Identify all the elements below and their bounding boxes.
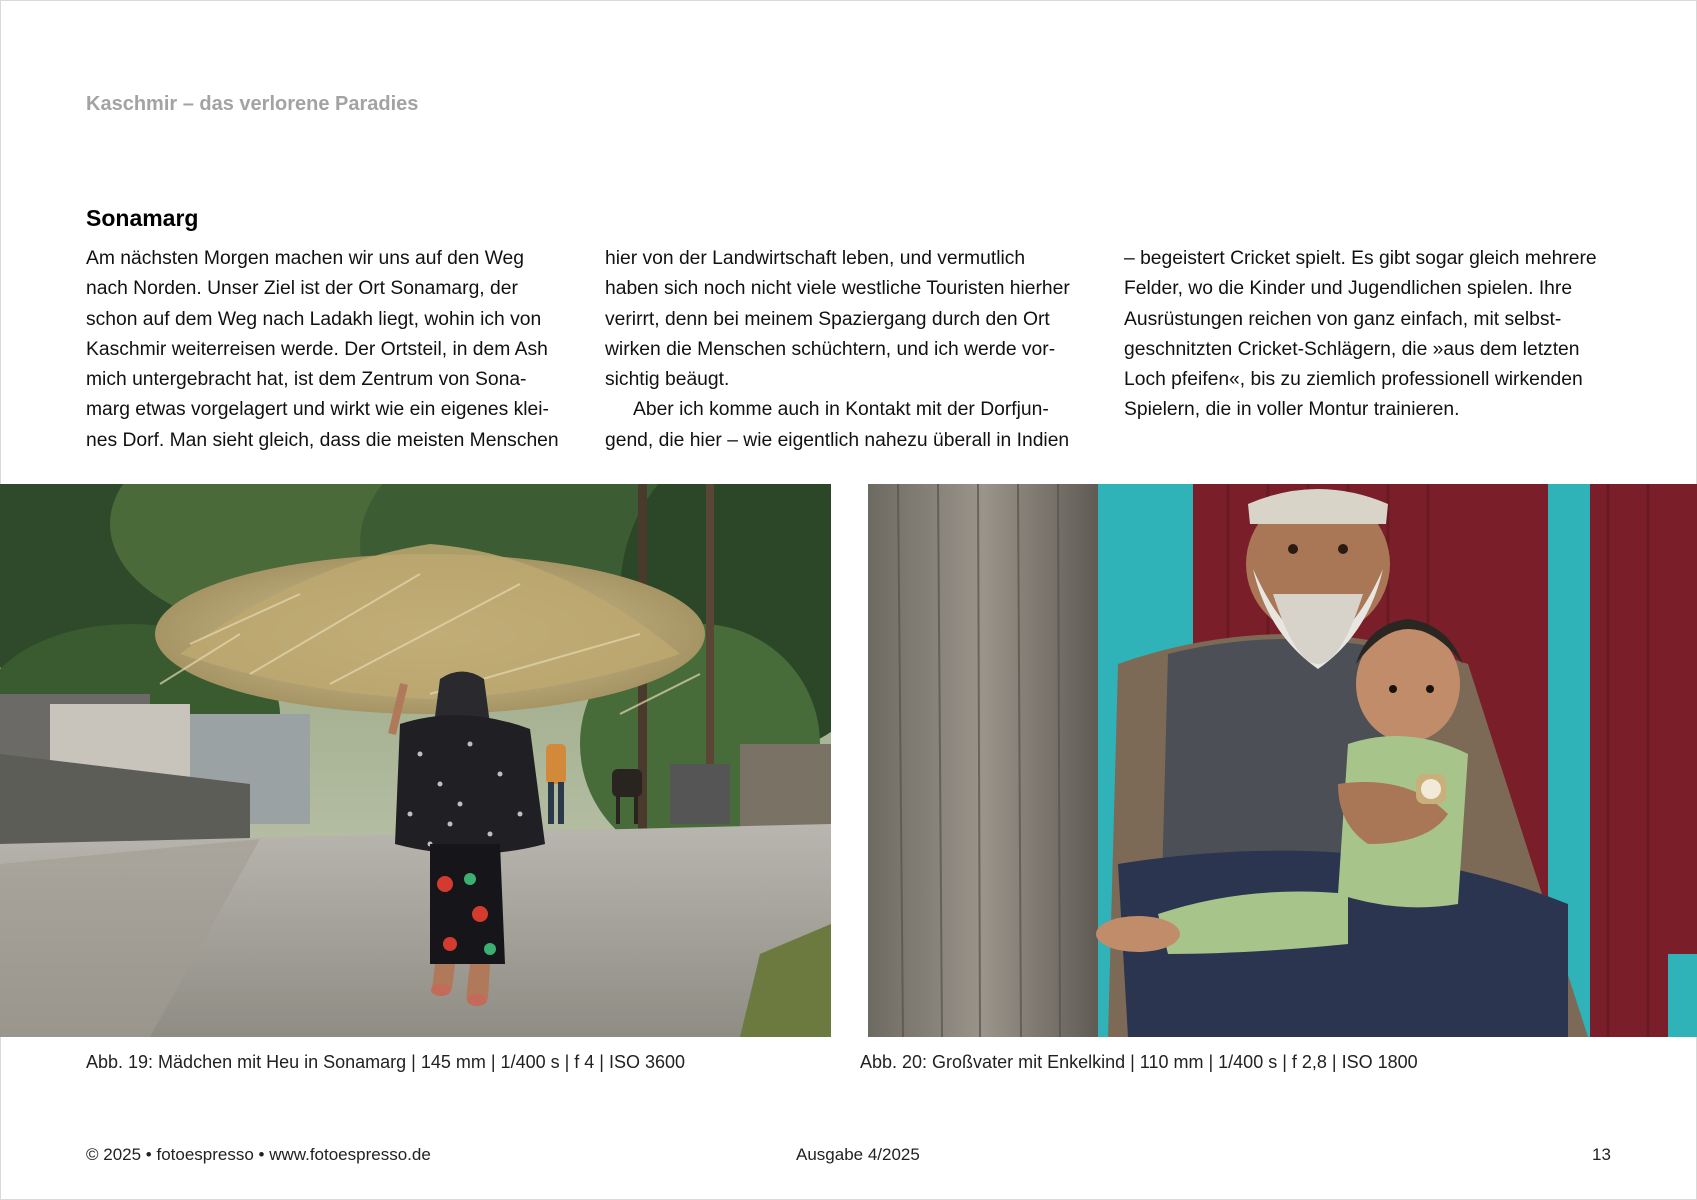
text-column-1	[86, 244, 559, 456]
text-line: sichtig beäugt.	[605, 369, 730, 391]
text-line: hier von der Landwirtschaft leben, und vermutlich	[605, 248, 1026, 269]
text-line: Felder, wo die Kinder und Jugendlichen spielen. Ihre	[1124, 278, 1573, 300]
text-line: schon auf dem Weg nach Ladakh liegt, wohin ich von	[86, 308, 542, 330]
text-line: gend, die hier – wie eigentlich nahezu überall in Indien	[605, 429, 1070, 451]
text-line: nes Dorf. Man sieht gleich, dass die meisten Menschen	[86, 429, 559, 451]
footer-copyright-link[interactable]: © 2025 • fotoespresso • www.fotoespresso.de	[86, 1145, 431, 1164]
text-line: marg etwas vorgelagert und wirkt wie ein eigenes klei-	[86, 399, 549, 421]
figure-caption-19: Abb. 19: Mädchen mit Heu in Sonamarg | 145 mm | 1/400 s | f 4 | ISO 3600	[86, 1052, 686, 1072]
text-line: Kaschmir weiterreisen werde. Der Ortsteil, in dem Ash	[86, 338, 548, 360]
photo-girl-with-hay	[0, 484, 831, 1037]
text-line: Am nächsten Morgen machen wir uns auf den Weg	[86, 248, 524, 269]
text-line: Loch pfeifen«, bis zu ziemlich professionell wirkenden	[1124, 369, 1583, 391]
text-line: haben sich noch nicht viele westliche Touristen hierher	[605, 278, 1070, 300]
text-line: Spielern, die in voller Montur trainieren.	[1124, 399, 1460, 421]
text-line: – begeistert Cricket spielt. Es gibt sogar gleich mehrere	[1124, 248, 1597, 269]
figure-caption-20: Abb. 20: Großvater mit Enkelkind | 110 mm | 1/400 s | f 2,8 | ISO 1800	[860, 1052, 1418, 1072]
running-header: Kaschmir – das verlorene Paradies	[86, 93, 419, 115]
text-line: Aber ich komme auch in Kontakt mit der Dorfjun-	[633, 399, 1049, 421]
section-heading: Sonamarg	[86, 205, 199, 231]
text-column-3	[1124, 244, 1597, 426]
text-line: geschnitzten Cricket-Schlägern, die »aus dem letzten	[1124, 338, 1580, 360]
text-line: wirken die Menschen schüchtern, und ich werde vor-	[605, 338, 1056, 360]
text-line: verirrt, denn bei meinem Spaziergang durch den Ort	[605, 308, 1050, 330]
text-line: mich untergebracht hat, ist dem Zentrum von Sona-	[86, 369, 527, 391]
text-line: Ausrüstungen reichen von ganz einfach, mit selbst-	[1124, 308, 1562, 330]
grandfather-grandchild-illustration	[868, 484, 1697, 1037]
girl-with-hay-illustration	[0, 484, 831, 1037]
photo-grandfather-with-grandchild	[868, 484, 1697, 1037]
text-column-2	[605, 244, 1070, 456]
page-number: 13	[1592, 1145, 1611, 1164]
footer-issue: Ausgabe 4/2025	[796, 1145, 920, 1164]
text-line: nach Norden. Unser Ziel ist der Ort Sonamarg, der	[86, 278, 518, 300]
